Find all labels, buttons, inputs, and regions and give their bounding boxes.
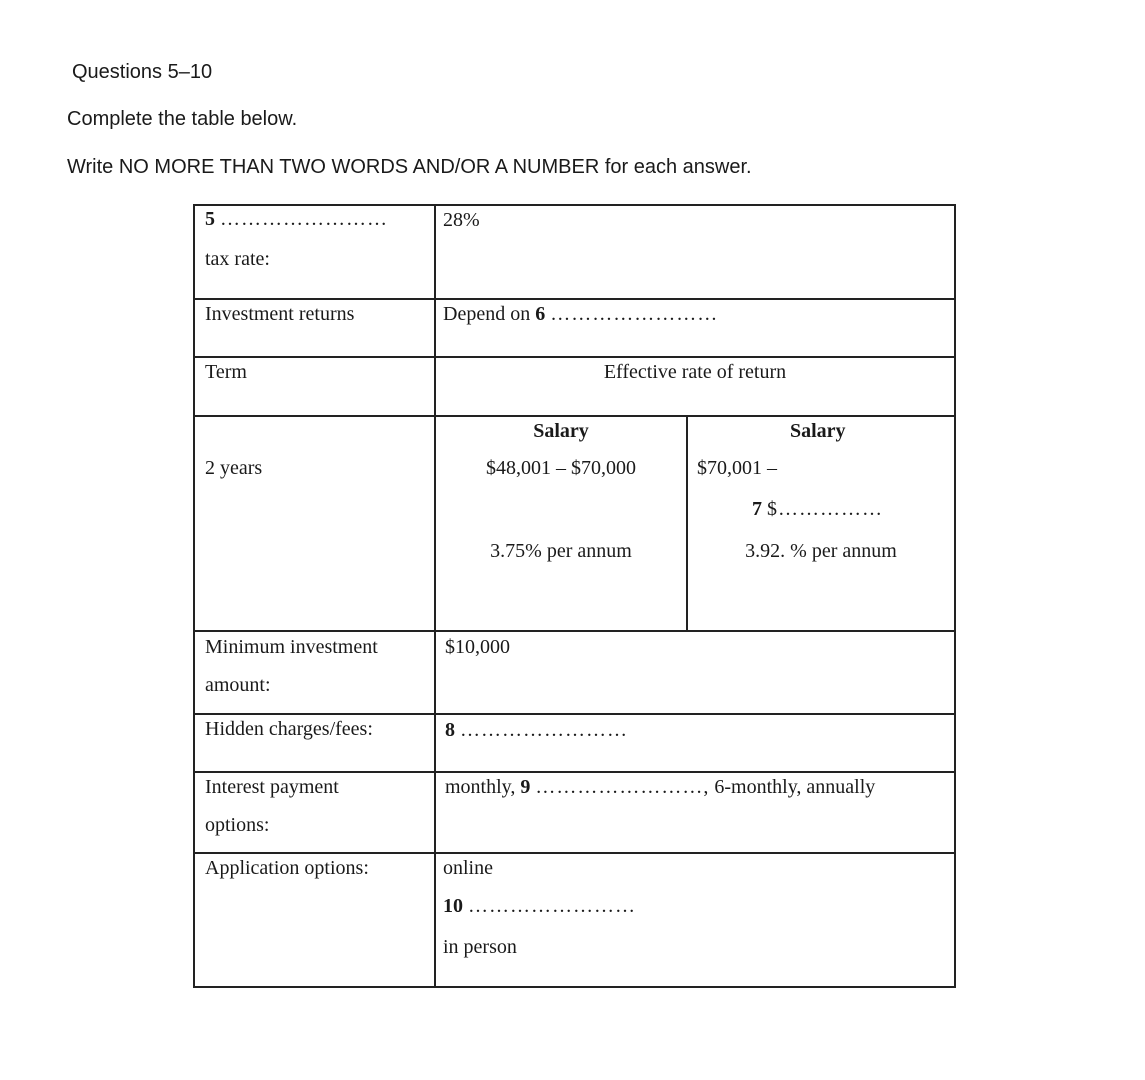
effective-rate-header: Effective rate of return [603, 361, 787, 383]
investment-returns-label: Investment returns [205, 303, 355, 325]
application-option-in-person: in person [443, 936, 517, 958]
instruction-text: Complete the table below. [67, 108, 298, 130]
table-border-left [193, 204, 195, 988]
question-8-blank[interactable]: …………………… [460, 719, 628, 741]
row-divider [193, 713, 956, 715]
table-border-bottom [193, 986, 956, 988]
question-7-line [752, 499, 883, 519]
question-5-blank[interactable]: …………………… [220, 208, 388, 230]
depend-on-text: Depend on [443, 303, 531, 325]
question-7-blank[interactable]: $…………… [767, 498, 883, 520]
question-10-blank[interactable]: …………………… [468, 895, 636, 917]
question-9-number: 9 [520, 776, 531, 798]
interest-options-label: Interest payment [205, 776, 339, 798]
salary-range-1: $48,001 – $70,000 [486, 457, 636, 479]
salary-header-2: Salary [790, 420, 846, 442]
rate-1: 3.75% per annum [490, 540, 632, 562]
row-divider [193, 298, 956, 300]
question-10-line [443, 896, 636, 916]
row-divider [193, 771, 956, 773]
investment-returns-value [443, 304, 718, 324]
column-divider [434, 204, 436, 988]
row-divider [193, 630, 956, 632]
minimum-investment-label: Minimum investment [205, 636, 378, 658]
tax-rate-value: 28% [443, 209, 480, 231]
salary-range-2: $70,001 – [697, 457, 777, 479]
question-9-blank[interactable]: ……………………, [535, 776, 710, 798]
interest-suffix-text: 6-monthly, annually [714, 776, 876, 798]
table-border-top [193, 204, 956, 206]
application-options-label: Application options: [205, 857, 369, 879]
table-border-right [954, 204, 956, 988]
hidden-charges-label: Hidden charges/fees: [205, 718, 373, 740]
row-divider [193, 415, 956, 417]
tax-row-label [205, 209, 388, 229]
questions-heading: Questions 5–10 [72, 61, 213, 83]
question-7-number: 7 [752, 498, 762, 520]
minimum-investment-value: $10,000 [445, 636, 510, 658]
tax-row-label-line2: tax rate: [205, 248, 270, 270]
question-5-number: 5 [205, 208, 215, 230]
question-8-number: 8 [445, 719, 455, 741]
hidden-charges-value [445, 720, 628, 740]
word-limit-text: Write NO MORE THAN TWO WORDS AND/OR A NUMBER for each answer. [67, 156, 752, 178]
salary-column-divider [686, 415, 688, 632]
rate-2: 3.92. % per annum [745, 540, 897, 562]
row-divider [193, 852, 956, 854]
question-6-blank[interactable]: …………………… [550, 303, 719, 325]
question-6-number: 6 [535, 303, 546, 325]
term-label: Term [205, 361, 247, 383]
two-years-label: 2 years [205, 457, 263, 479]
minimum-investment-label-line2: amount: [205, 674, 271, 696]
salary-header-1: Salary [533, 420, 589, 442]
question-10-number: 10 [443, 895, 463, 917]
monthly-text: monthly, [445, 776, 516, 798]
row-divider [193, 356, 956, 358]
application-option-online: online [443, 857, 493, 879]
interest-options-label-line2: options: [205, 814, 270, 836]
interest-options-value [445, 777, 875, 797]
